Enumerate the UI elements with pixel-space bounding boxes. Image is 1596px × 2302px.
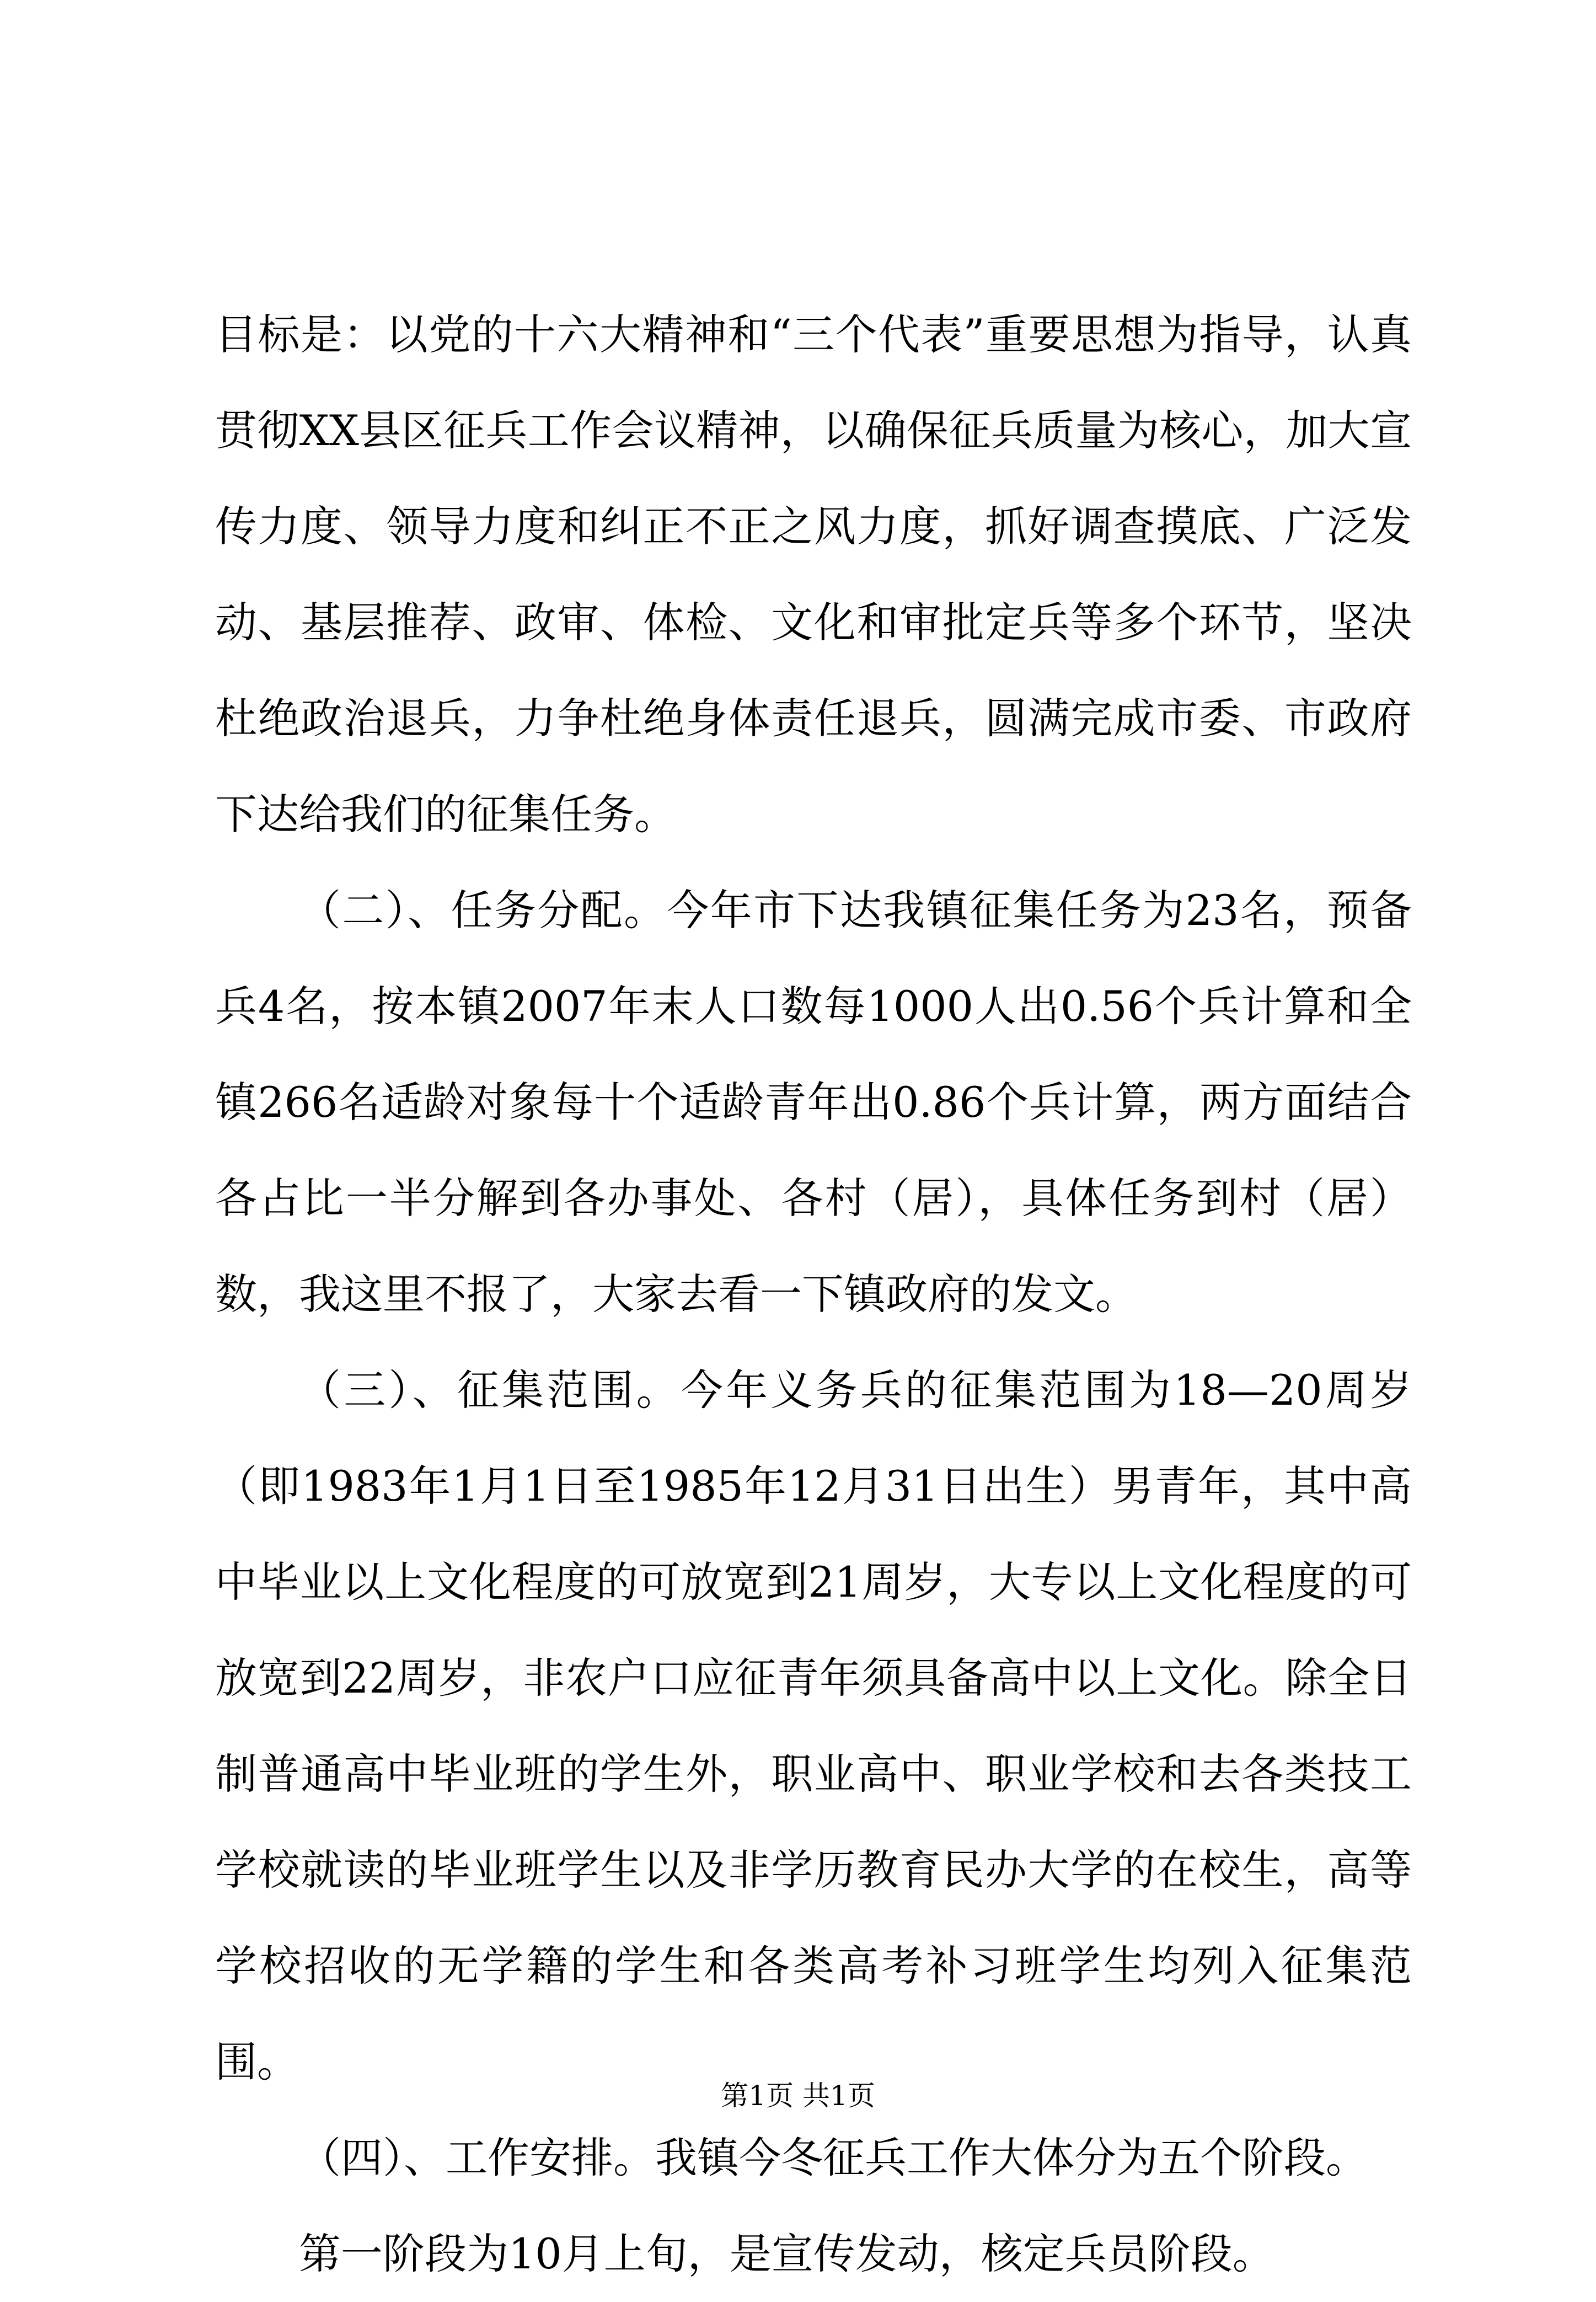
paragraph-work-arrangement: （四）、工作安排。我镇今冬征兵工作大体分为五个阶段。 <box>299 2133 1368 2182</box>
paragraph-task-allocation: （二）、任务分配。今年市下达我镇征集任务为23名，预备兵4名，按本镇2007年末人口数每1000人出0.56个兵计算和全镇266名适龄对象每十个适龄青年出0.86个兵计算，两方面结合各占比一半分解到各办事处、各村（居），具体任务到村（居）数，我这里不报了，大家去看一下镇政府的发文。 <box>215 886 1412 1319</box>
document-body <box>215 287 1412 2302</box>
paragraph-recruitment-scope: （三）、征集范围。今年义务兵的征集范围为18—20周岁（即1983年1月1日至1985年12月31日出生）男青年，其中高中毕业以上文化程度的可放宽到21周岁，大专以上文化程度的可放宽到22周岁，非农户口应征青年须具备高中以上文化。除全日制普通高中毕业班的学生外，职业高中、职业学校和去各类技工学校就读的毕业班学生以及非学历教育民办大学的在校生，高等学校招收的无学籍的学生和各类高考补习班学生均列入征集范围。 <box>215 1366 1412 2086</box>
paragraph-first-stage: 第一阶段为10月上旬，是宣传发动，核定兵员阶段。 <box>299 2229 1274 2278</box>
page-footer: 第1页 共1页 <box>721 2080 875 2112</box>
paragraph-goal: 目标是：以党的十六大精神和“三个代表”重要思想为指导，认真贯彻XX县区征兵工作会议精神，以确保征兵质量为核心，加大宣传力度、领导力度和纠正不正之风力度，抓好调查摸底、广泛发动、基层推荐、政审、体检、文化和审批定兵等多个环节，坚决杜绝政治退兵，力争杜绝身体责任退兵，圆满完成市委、市政府下达给我们的征集任务。 <box>215 310 1412 839</box>
